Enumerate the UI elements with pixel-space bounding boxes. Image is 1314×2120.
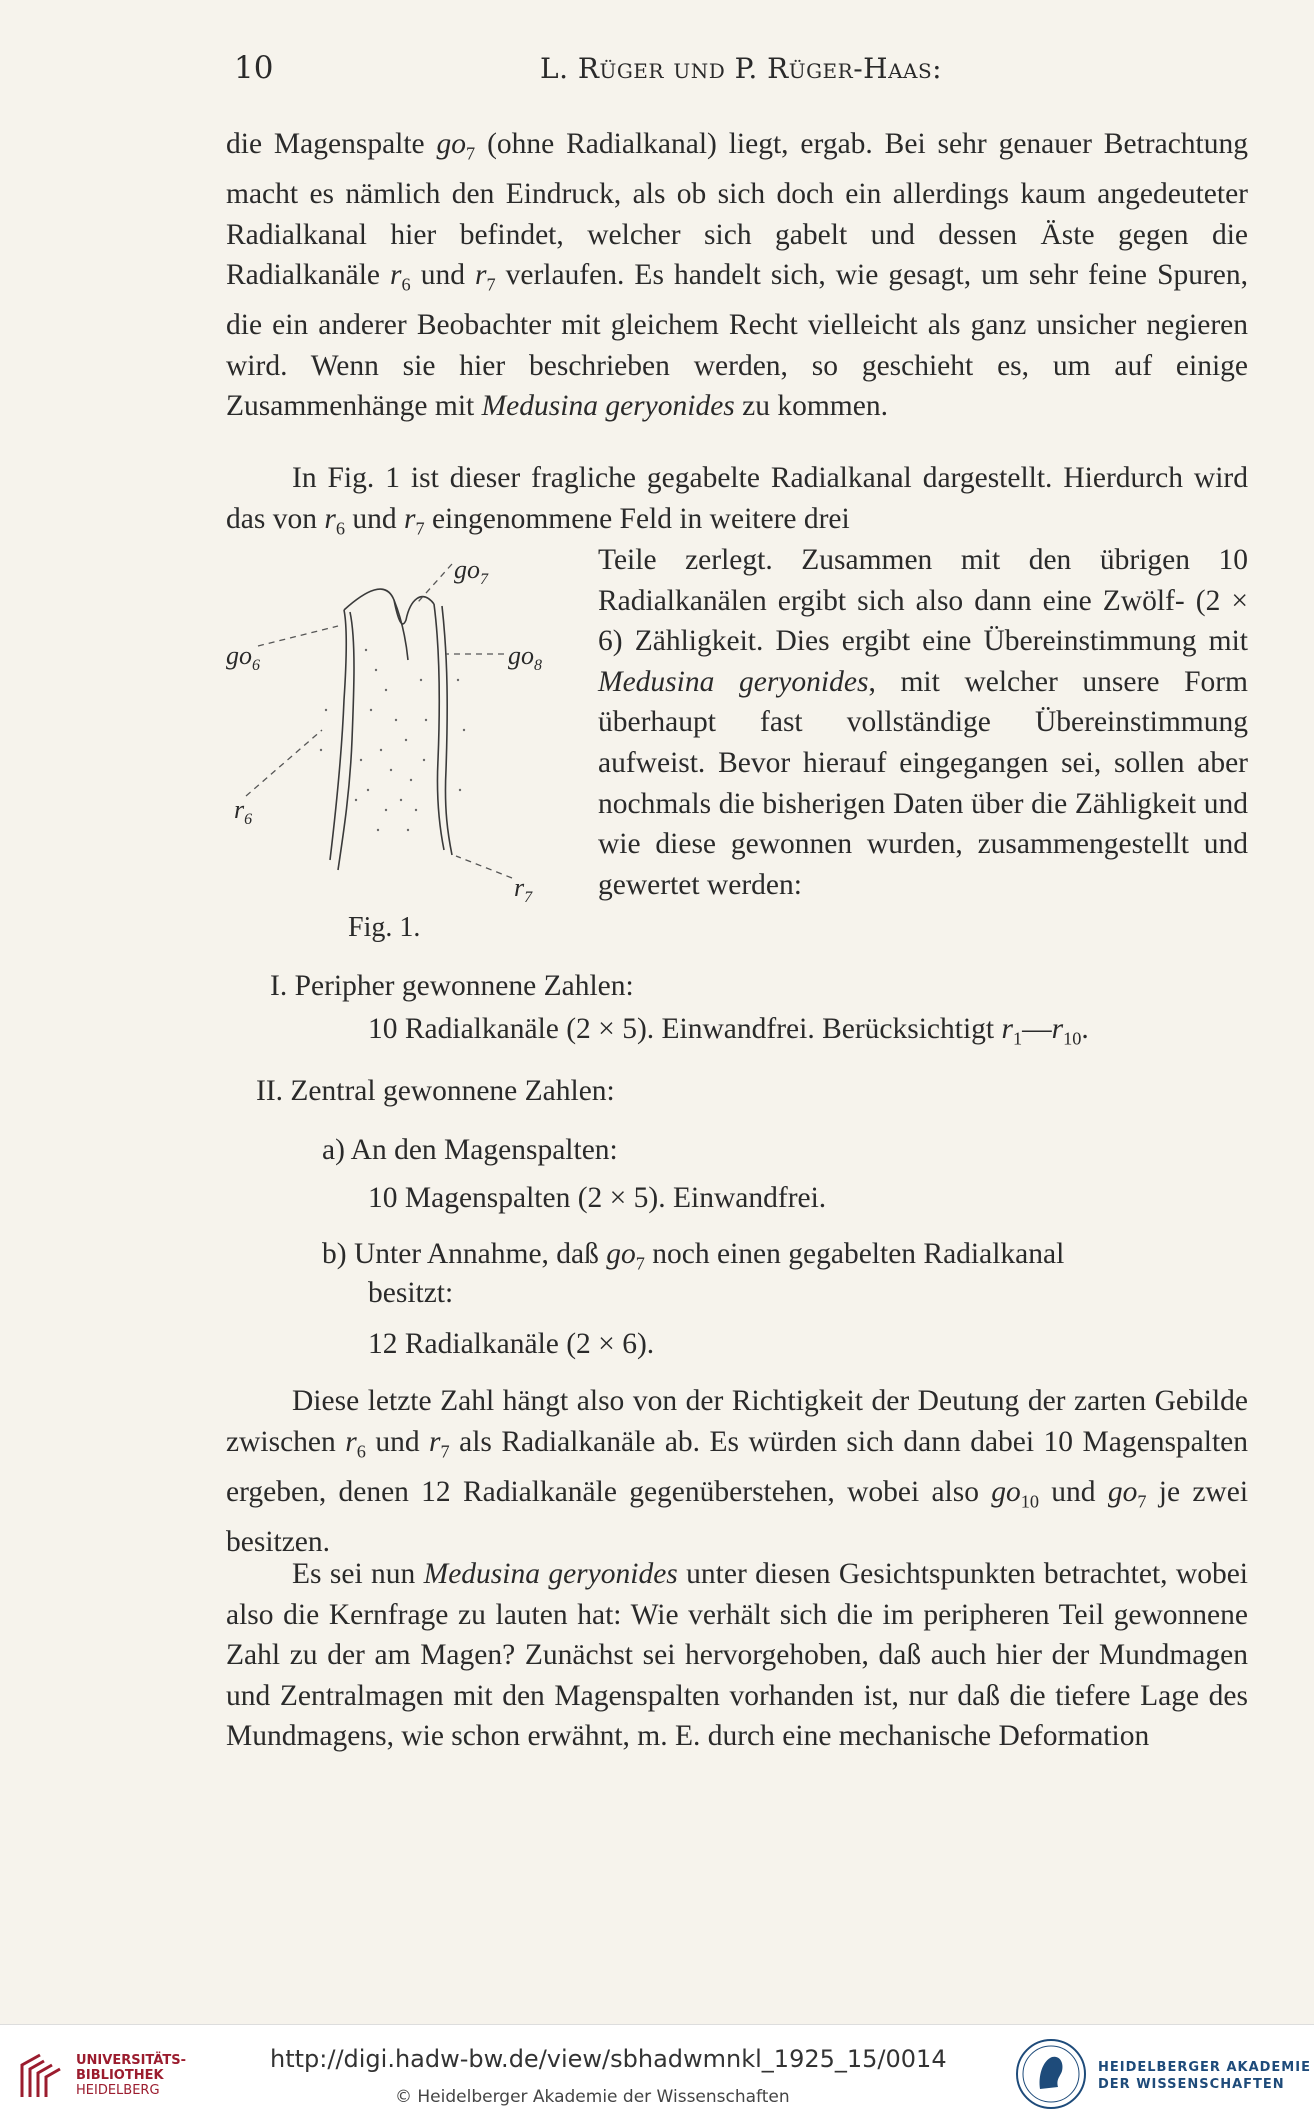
footer-bar — [0, 2024, 1314, 2120]
paragraph-medusina: Es sei nun Medusina geryonides unter diesen Gesichtspunkten betrachtet, wobei also die Kernfrage zu lauten hat: Wie verhält sich die im peripheren Teil gewonnene Zahl zu der am Magen? Zunächst sei hervorgehoben, daß auch hier der Mundmagen und Zentralmagen mit den Magenspalten vorhanden ist, nur daß die tiefere Lage des Mundmagens, wie schon erwähnt, m. E. durch eine mechanische Deformation — [226, 1558, 1248, 1753]
label-r7: $r_7$ — [514, 873, 533, 906]
list-item-i-detail: 10 Radialkanäle (2 × 5). Einwandfrei. Berücksichtigt $r_1—r_{10}$. — [368, 1013, 1089, 1049]
canal-outline-right-inner — [442, 606, 452, 855]
university-library-logo-icon — [14, 2051, 66, 2103]
page-number: 10 — [234, 50, 274, 86]
canal-outline-right — [434, 604, 444, 850]
list-item-i-label: I. Peripher gewonnene Zahlen: — [270, 970, 634, 1002]
figure-1 — [226, 560, 596, 960]
academy-name: HEIDELBERGER AKADEMIE DER WISSENSCHAFTEN — [1098, 2060, 1311, 2092]
paragraph-figure-wrap: Teile zerlegt. Zusammen mit den übrigen 10 Radialkanälen ergibt sich also dann eine Zwölf- (2 × 6) Zähligkeit. Dies ergibt eine Übereinstimmung mit Medusina geryonides, mit welcher unsere Form überhaupt fast vollständige Übereinstimmung aufweist. Bevor hierauf eingegangen sei, sollen aber nochmals die bisherigen Daten über die Zähligkeit und wie diese gewonnen wurden, zusammengestellt und gewertet werden: — [598, 544, 1248, 901]
list-item-b-label-cont: besitzt: — [368, 1277, 454, 1309]
academy-seal-icon — [1014, 2037, 1088, 2111]
paragraph-interpretation: Diese letzte Zahl hängt also von der Richtigkeit der Deutung der zarten Gebilde zwischen $r_6$ und $r_7$ als Radialkanäle ab. Es würden sich dann dabei 10 Magenspalten ergeben, denen 12 Radialkanäle gegenüberstehen, wobei also $go_{10}$ und $go_7$ je zwei besitzen. — [226, 1385, 1249, 1558]
list-item-a-detail: 10 Magenspalten (2 × 5). Einwandfrei. — [368, 1182, 827, 1214]
paragraph-intro: die Magenspalte $go_7$ (ohne Radialkanal) liegt, ergab. Bei sehr genauer Betrachtung macht es nämlich den Eindruck, als ob sich doch ein allerdings kaum angedeuteter Radialkanal hier befindet, welcher sich gabelt und dessen Äste gegen die Radialkanäle $r_6$ und $r_7$ verlaufen. Es handelt sich, wie gesagt, um sehr feine Spuren, die ein anderer Beobachter mit gleichem Recht vielleicht als ganz unsicher negieren wird. Wenn sie hier beschrieben werden, so geschieht es, um auf einige Zusammenhänge mit Medusina geryonides zu kommen. — [226, 128, 1249, 423]
university-library-name: UNIVERSITÄTS- BIBLIOTHEK HEIDELBERG — [76, 2053, 186, 2098]
running-head: L. Rüger und P. Rüger-Haas: — [540, 52, 943, 85]
label-go6: $go_6$ — [226, 641, 260, 674]
label-r6: $r_6$ — [234, 795, 253, 828]
canal-fork-top — [344, 589, 434, 624]
list-item-ii-label: II. Zentral gewonnene Zahlen: — [256, 1075, 615, 1107]
list-item-b-detail: 12 Radialkanäle (2 × 6). — [368, 1328, 655, 1360]
permalink-url[interactable]: http://digi.hadw-bw.de/view/sbhadwmnkl_1925_15/0014 — [270, 2045, 947, 2073]
radial-canal-drawing — [226, 560, 596, 920]
list-item-b-label: b) Unter Annahme, daß $go_7$ noch einen gegabelten Radialkanal — [322, 1238, 1065, 1274]
label-go7: $go_7$ — [454, 560, 488, 588]
paragraph-fig-reference: In Fig. 1 ist dieser fragliche gegabelte Radialkanal dargestellt. Hierdurch wird das von $r_6$ und $r_7$ eingenommene Feld in weitere drei — [226, 462, 1248, 538]
leader-lines — [246, 564, 512, 878]
list-item-a-label: a) An den Magenspalten: — [322, 1134, 618, 1166]
copyright-notice: © Heidelberger Akademie der Wissenschaften — [395, 2087, 790, 2107]
figure-caption: Fig. 1. — [348, 912, 421, 943]
label-go8: $go_8$ — [508, 641, 542, 674]
canal-outline-left — [330, 610, 346, 860]
